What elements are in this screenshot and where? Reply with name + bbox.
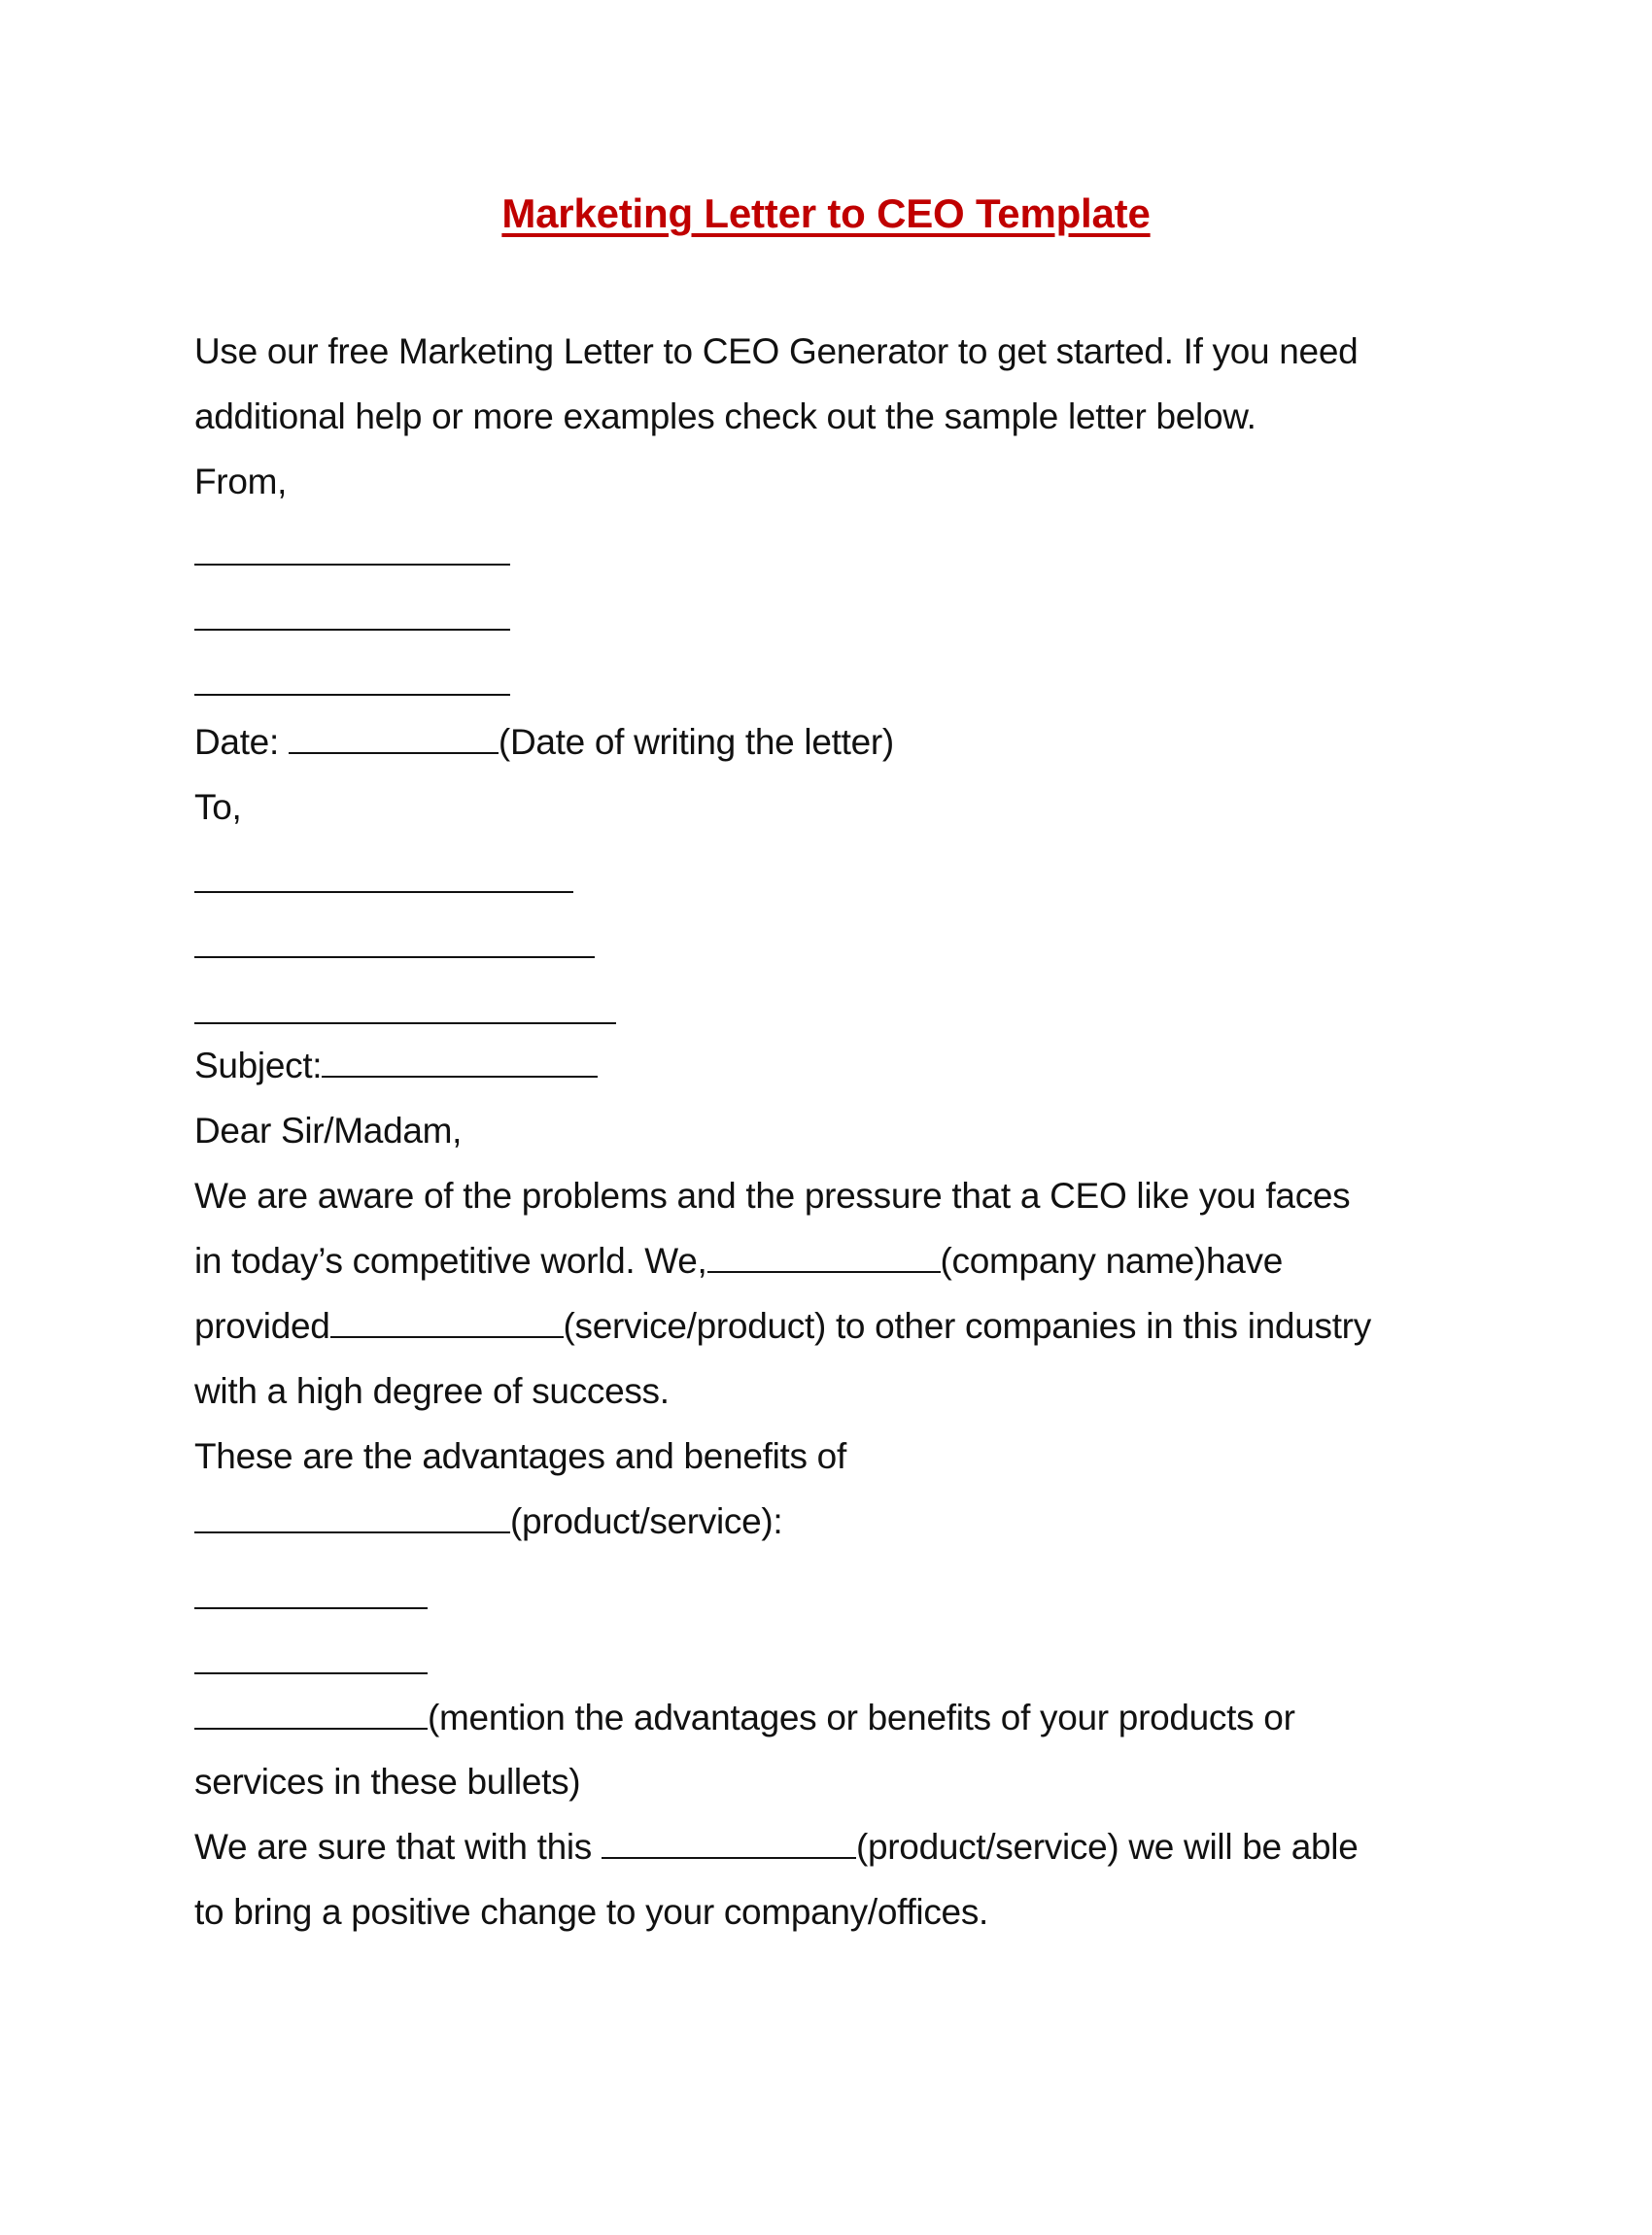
para2-line-1: These are the advantages and benefits of xyxy=(194,1436,846,1476)
para1-line-3 xyxy=(194,1305,1371,1348)
subject-blank[interactable] xyxy=(322,1047,598,1078)
from-label: From, xyxy=(194,462,288,501)
document-title: Marketing Letter to CEO Template xyxy=(501,190,1151,236)
date-hint: (Date of writing the letter) xyxy=(498,722,894,762)
product-service-blank[interactable] xyxy=(194,1502,510,1533)
intro-line-2: additional help or more examples check out the sample letter below. xyxy=(194,396,1256,436)
benefit-bullet-blank-2[interactable] xyxy=(194,1672,428,1674)
service-product-blank[interactable] xyxy=(330,1307,564,1338)
bullet-hint-line-1 xyxy=(194,1697,1295,1739)
para1-line-1: We are aware of the problems and the pressure that a CEO like you faces xyxy=(194,1176,1351,1216)
from-blank-line-1[interactable] xyxy=(194,564,510,566)
para1-line-4: with a high degree of success. xyxy=(194,1371,670,1411)
para3-product-service-hint: (product/service) we will be able xyxy=(855,1827,1359,1867)
para1-line-2-text: in today’s competitive world. We, xyxy=(194,1241,707,1281)
from-blank-line-2[interactable] xyxy=(194,629,510,631)
date-blank[interactable] xyxy=(289,723,499,754)
product-service-hint: (product/service): xyxy=(510,1501,783,1541)
company-name-hint: (company name)have xyxy=(940,1241,1283,1281)
bullet-hint-line-2: services in these bullets) xyxy=(194,1762,581,1802)
bullet-hint-text: (mention the advantages or benefits of your products or xyxy=(428,1698,1295,1737)
from-blank-line-3[interactable] xyxy=(194,694,510,696)
para2-line-2 xyxy=(194,1500,782,1543)
to-blank-line-2[interactable] xyxy=(194,956,595,958)
date-line xyxy=(194,721,894,764)
salutation: Dear Sir/Madam, xyxy=(194,1111,463,1151)
to-label: To, xyxy=(194,787,242,827)
benefit-bullet-blank-1[interactable] xyxy=(194,1607,428,1609)
benefit-bullet-blank-3[interactable] xyxy=(194,1699,428,1730)
intro-line-1: Use our free Marketing Letter to CEO Generator to get started. If you need xyxy=(194,331,1359,371)
to-blank-line-1[interactable] xyxy=(194,891,573,893)
para1-line-2 xyxy=(194,1240,1283,1283)
subject-label: Subject: xyxy=(194,1046,323,1085)
service-product-hint: (service/product) to other companies in this industry xyxy=(563,1306,1371,1346)
date-label: Date: xyxy=(194,722,289,762)
para1-line-3-text: provided xyxy=(194,1306,330,1346)
para3-line-2: to bring a positive change to your company/offices. xyxy=(194,1892,989,1932)
para3-line-1-text: We are sure that with this xyxy=(194,1827,602,1867)
to-blank-line-3[interactable] xyxy=(194,1022,616,1024)
company-name-blank[interactable] xyxy=(707,1242,941,1273)
para3-product-service-blank[interactable] xyxy=(602,1828,856,1859)
subject-line xyxy=(194,1045,598,1087)
para3-line-1 xyxy=(194,1826,1359,1869)
